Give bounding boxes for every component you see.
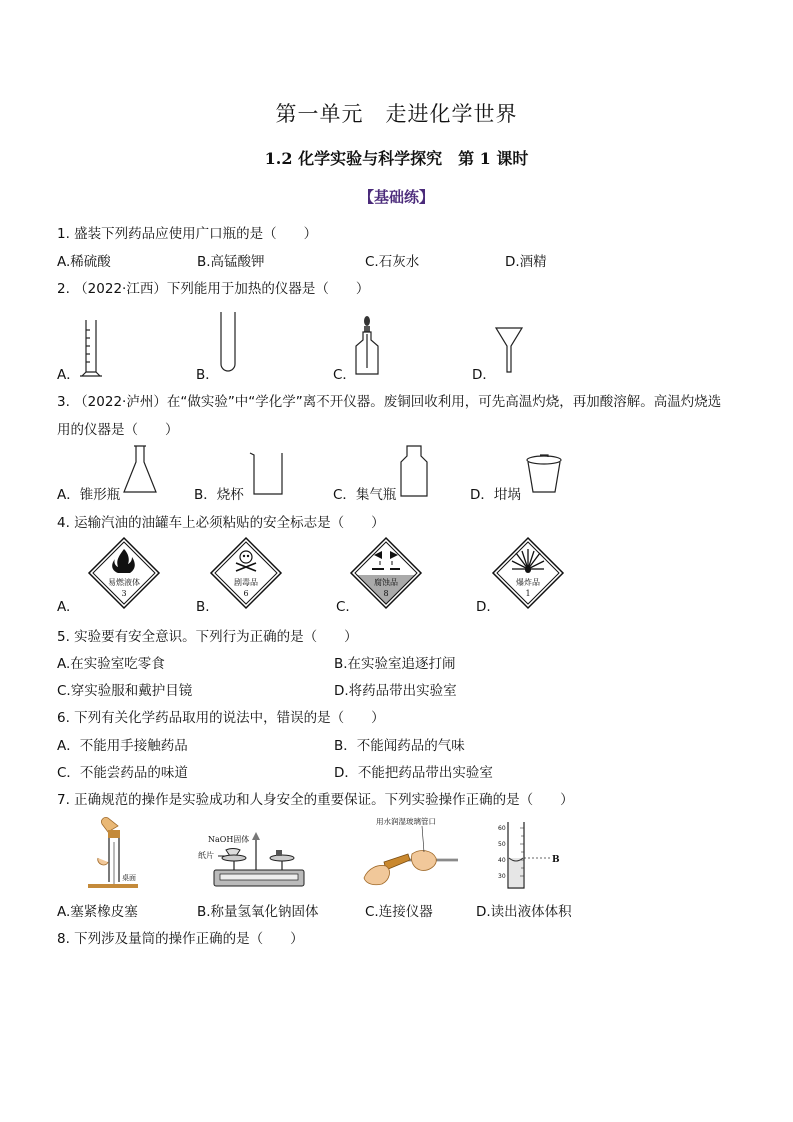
conical-flask-icon: [122, 444, 158, 496]
q2-option-a: A．: [57, 367, 80, 383]
sign-c-label: 腐蚀品: [374, 578, 398, 587]
q7-option-a: A.塞紧橡皮塞: [57, 904, 138, 920]
q6-option-d: D．不能把药品带出实验室: [334, 765, 493, 781]
q1-option-c: C.石灰水: [365, 254, 420, 270]
question-1-stem: 1. 盛装下列药品应使用广口瓶的是（ ）: [57, 226, 318, 242]
q6-option-a: A．不能用手接触药品: [57, 738, 188, 754]
paper-label: 纸片: [198, 851, 214, 860]
q7-option-d: D.读出液体体积: [476, 904, 572, 920]
measuring-cylinder-icon: [76, 318, 106, 380]
question-4-stem: 4. 运输汽油的油罐车上必须粘贴的安全标志是（ ）: [57, 515, 385, 531]
q2-option-d: D．: [472, 367, 496, 383]
cyl-tick-30: 30: [498, 873, 506, 880]
q7-option-b: B.称量氢氧化钠固体: [197, 904, 319, 920]
sign-c-number: 8: [383, 589, 389, 598]
beaker-icon: [248, 450, 288, 496]
question-7-stem: 7. 正确规范的操作是实验成功和人身安全的重要保证。下列实验操作正确的是（ ）: [57, 792, 574, 808]
q1-option-b: B.高锰酸钾: [197, 254, 265, 270]
q4-option-b: B.: [196, 599, 210, 615]
sign-d-label: 爆炸品: [516, 578, 540, 587]
read-liquid-volume-figure-icon: [498, 820, 574, 892]
lesson-subtitle: 1.2 化学实验与科学探究 第 1 课时: [264, 149, 529, 168]
question-3-stem-line-1: 3. （2022·泸州）在“做实验”中“学化学”离不开仪器。废铜回收利用，可先高温灼烧，再加酸溶解。高温灼烧选: [57, 394, 722, 410]
q4-option-a: A.: [57, 599, 71, 615]
q3-option-a: A．锥形瓶: [57, 487, 121, 503]
balance-weighing-figure-icon: [196, 828, 312, 892]
q7-option-c: C.连接仪器: [365, 904, 433, 920]
q4-option-c: C.: [336, 599, 350, 615]
sign-d-number: 1: [525, 589, 531, 598]
q5-option-a: A.在实验室吃零食: [57, 656, 165, 672]
wet-tube-label: 用水润湿玻璃管口: [376, 817, 436, 826]
funnel-icon: [494, 326, 524, 374]
q2-option-b: B．: [196, 367, 219, 383]
q6-option-c: C．不能尝药品的味道: [57, 765, 188, 781]
sign-a-number: 3: [121, 589, 127, 598]
q3-option-b: B．烧杯: [194, 487, 244, 503]
test-tube-icon: [218, 310, 238, 374]
q3-option-d: D．坩埚: [470, 487, 521, 503]
cyl-tick-60: 60: [498, 825, 506, 832]
question-2-stem: 2. （2022·江西）下列能用于加热的仪器是（ ）: [57, 281, 370, 297]
q5-option-c: C.穿实验服和戴护目镜: [57, 683, 193, 699]
question-8-stem: 8. 下列涉及量筒的操作正确的是（ ）: [57, 931, 304, 947]
section-heading: 【基础练】: [358, 188, 434, 206]
gas-collecting-bottle-icon: [398, 444, 430, 498]
dropper-bottle-icon: [352, 316, 382, 378]
q5-option-b: B.在实验室追逐打闹: [334, 656, 456, 672]
q6-option-b: B．不能闻药品的气味: [334, 738, 465, 754]
cyl-tick-40: 40: [498, 857, 506, 864]
question-5-stem: 5. 实验要有安全意识。下列行为正确的是（ ）: [57, 629, 358, 645]
sign-b-number: 6: [243, 589, 249, 598]
connect-apparatus-figure-icon: [362, 814, 462, 892]
insert-stopper-figure-icon: [84, 814, 144, 892]
q4-option-d: D.: [476, 599, 491, 615]
sign-a-label: 易燃液体: [108, 578, 140, 587]
flammable-liquid-sign-icon: [88, 537, 160, 609]
toxic-sign-icon: [210, 537, 282, 609]
q5-option-d: D.将药品带出实验室: [334, 683, 457, 699]
eye-mark-label: B: [552, 855, 560, 865]
q2-option-c: C．: [333, 367, 356, 383]
crucible-icon: [524, 452, 564, 496]
question-3-stem-line-2: 用的仪器是（ ）: [57, 422, 179, 438]
q1-option-a: A.稀硫酸: [57, 254, 111, 270]
desk-label: 桌面: [122, 874, 136, 882]
naoh-label: NaOH固体: [208, 835, 250, 844]
sign-b-label: 剧毒品: [234, 578, 258, 587]
cyl-tick-50: 50: [498, 841, 506, 848]
page-title: 第一单元 走进化学世界: [275, 102, 518, 126]
corrosive-sign-icon: [350, 537, 422, 609]
question-6-stem: 6. 下列有关化学药品取用的说法中，错误的是（ ）: [57, 710, 385, 726]
q3-option-c: C．集气瓶: [333, 487, 397, 503]
q1-option-d: D.酒精: [505, 254, 547, 270]
explosive-sign-icon: [492, 537, 564, 609]
